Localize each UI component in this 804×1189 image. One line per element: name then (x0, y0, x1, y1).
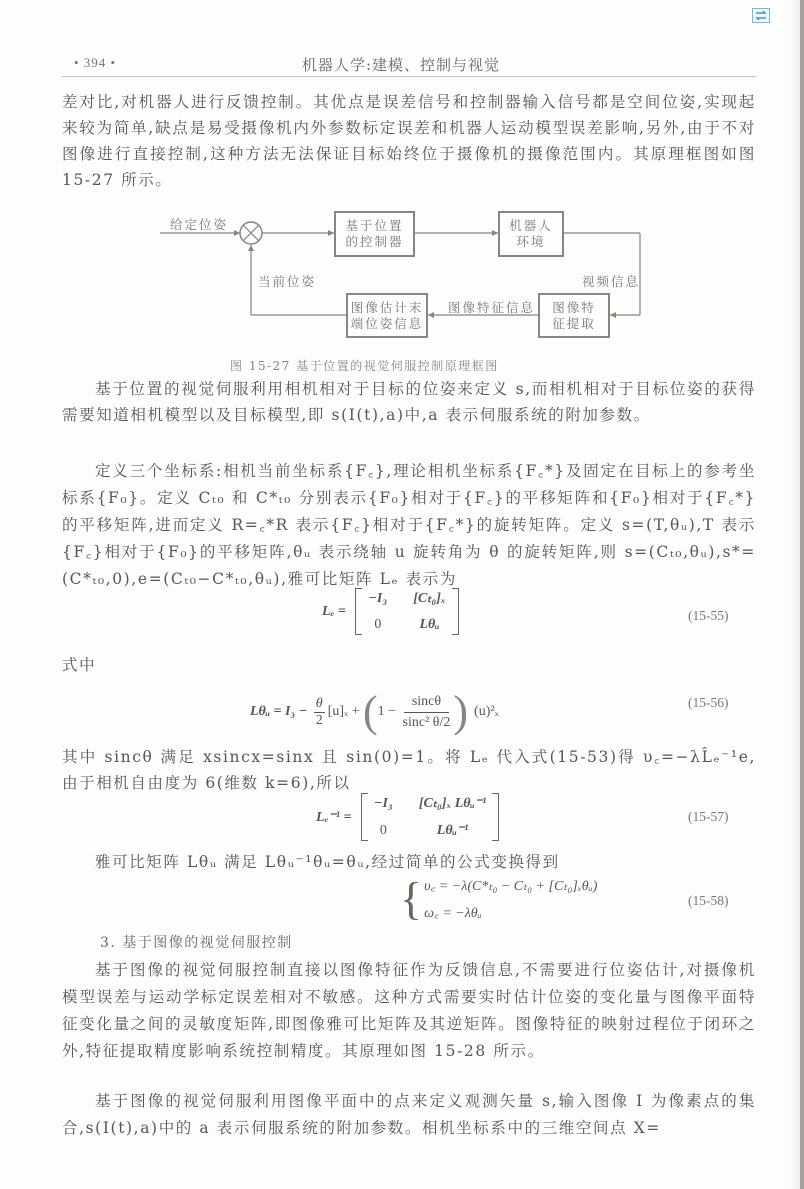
block-diagram (150, 205, 650, 350)
paragraph-8: 基于图像的视觉伺服利用图像平面中的点来定义观测矢量 s,输入图像 I 为像素点的集合,s(I(t),a)中的 a 表示伺服系统的附加参数。相机坐标系中的三维空间点 X= (62, 1092, 756, 1137)
page-edge-shadow (790, 0, 800, 1189)
equation-number-15-56: (15-56) (688, 695, 729, 710)
feature-extraction-box: 图像特 征提取 (538, 293, 610, 338)
paragraph-6: 雅可比矩阵 Lθᵤ 满足 Lθᵤ⁻¹θᵤ=θᵤ,经过简单的公式变换得到 (95, 853, 560, 871)
equation-15-55: Lₑ = −I₃ [Cₜ₀]ₓ 0 Lθᵤ (322, 588, 459, 635)
equation-15-57: Lₑ⁻¹ = −I₃ [Cₜ₀]ₓ Lθᵤ⁻¹ 0 Lθᵤ⁻¹ (316, 793, 499, 841)
controller-box: 基于位置 的控制器 (334, 211, 415, 257)
pose-estimation-box: 图像估计末 端位姿信息 (346, 293, 428, 338)
equation-number-15-57: (15-57) (688, 809, 729, 824)
paragraph-7: 基于图像的视觉伺服控制直接以图像特征作为反馈信息,不需要进行位姿估计,对摄像机模型误差与运动学标定误差相对不敏感。这种方式需要实时估计位姿的变化量与图像平面特征变化量之间的灵敏度矩阵,即图像雅可比矩阵及其逆矩阵。图像特征的映射过程位于闭环之外,特征提取精度影响系统控制精度。其原理如图 15-28 所示。 (62, 961, 756, 1060)
paragraph-2: 基于位置的视觉伺服利用相机相对于目标的位姿来定义 s,而相机相对于目标位姿的获得需要知道相机模型以及目标模型,即 s(I(t),a)中,a 表示伺服系统的附加参数。 (62, 380, 756, 424)
equation-15-56: Lθᵤ = I₃ − $\frac{\theta}{2}$ [u]ₓ + ( 1 − $\frac{\sin c\theta}{\text{sinc² θ/2}}$ ) (u)²ₓ (250, 687, 499, 736)
input-label: 给定位姿 (170, 217, 229, 232)
section-heading: 3. 基于图像的视觉伺服控制 (100, 935, 293, 951)
paragraph-4: 式中 (62, 656, 97, 674)
robot-environment-box: 机器人 环境 (498, 211, 564, 257)
current-pose-label: 当前位姿 (258, 274, 317, 289)
running-title: 机器人学:建模、控制与视觉 (302, 56, 501, 74)
swap-arrows-icon[interactable] (752, 8, 770, 23)
equation-number-15-58: (15-58) (688, 893, 729, 908)
video-info-label: 视频信息 (582, 274, 641, 289)
equation-number-15-55: (15-55) (688, 608, 729, 623)
page-number: • 394 • (74, 55, 117, 70)
paragraph-1: 差对比,对机器人进行反馈控制。其优点是误差信号和控制器输入信号都是空间位姿,实现起来较为简单,缺点是易受摄像机内外参数标定误差和机器人运动模型误差影响,另外,由于不对图像进行直接控制,这种方法无法保证目标始终位于摄像机的摄像范围内。其原理框图如图 15-27 所示。 (62, 93, 756, 189)
equation-15-58: { υ꜀ = −λ(C*ₜ₀ − Cₜ₀ + [Cₜ₀]ₓθᵤ) ω꜀ = −λθᵤ (400, 873, 598, 924)
page-edge (800, 0, 804, 1189)
paragraph-5: 其中 sincθ 满足 xsincx=sinx 且 sin(0)=1。将 Lₑ 代入式(15-53)得 υ꜀=−λL̂ₑ⁻¹e,由于相机自由度为 6(维数 k=6),所以 (62, 748, 756, 792)
page-header (62, 52, 756, 77)
feature-info-label: 图像特征信息 (448, 300, 536, 315)
figure-caption: 图 15-27 基于位置的视觉伺服控制原理框图 (230, 359, 499, 373)
paragraph-3: 定义三个坐标系:相机当前坐标系{F꜀},理论相机坐标系{F꜀*}及固定在目标上的参考坐标系{F₀}。定义 Cₜ₀ 和 C*ₜ₀ 分别表示{F₀}相对于{F꜀}的平移矩阵和{F₀}相对于{F꜀*}的平移矩阵,进而定义 R=꜀*R 表示{F꜀}相对于{F꜀*}的旋转矩阵。定义 s=(T,θᵤ),T 表示{F꜀}相对于{F₀}的平移矩阵,θᵤ 表示绕轴 u 旋转角为 θ 的旋转矩阵,则 s=(Cₜ₀,θᵤ),s*=(C*ₜ₀,0),e=(Cₜ₀−C*ₜ₀,θᵤ),雅可比矩阵 Lₑ 表示为 (62, 462, 756, 588)
